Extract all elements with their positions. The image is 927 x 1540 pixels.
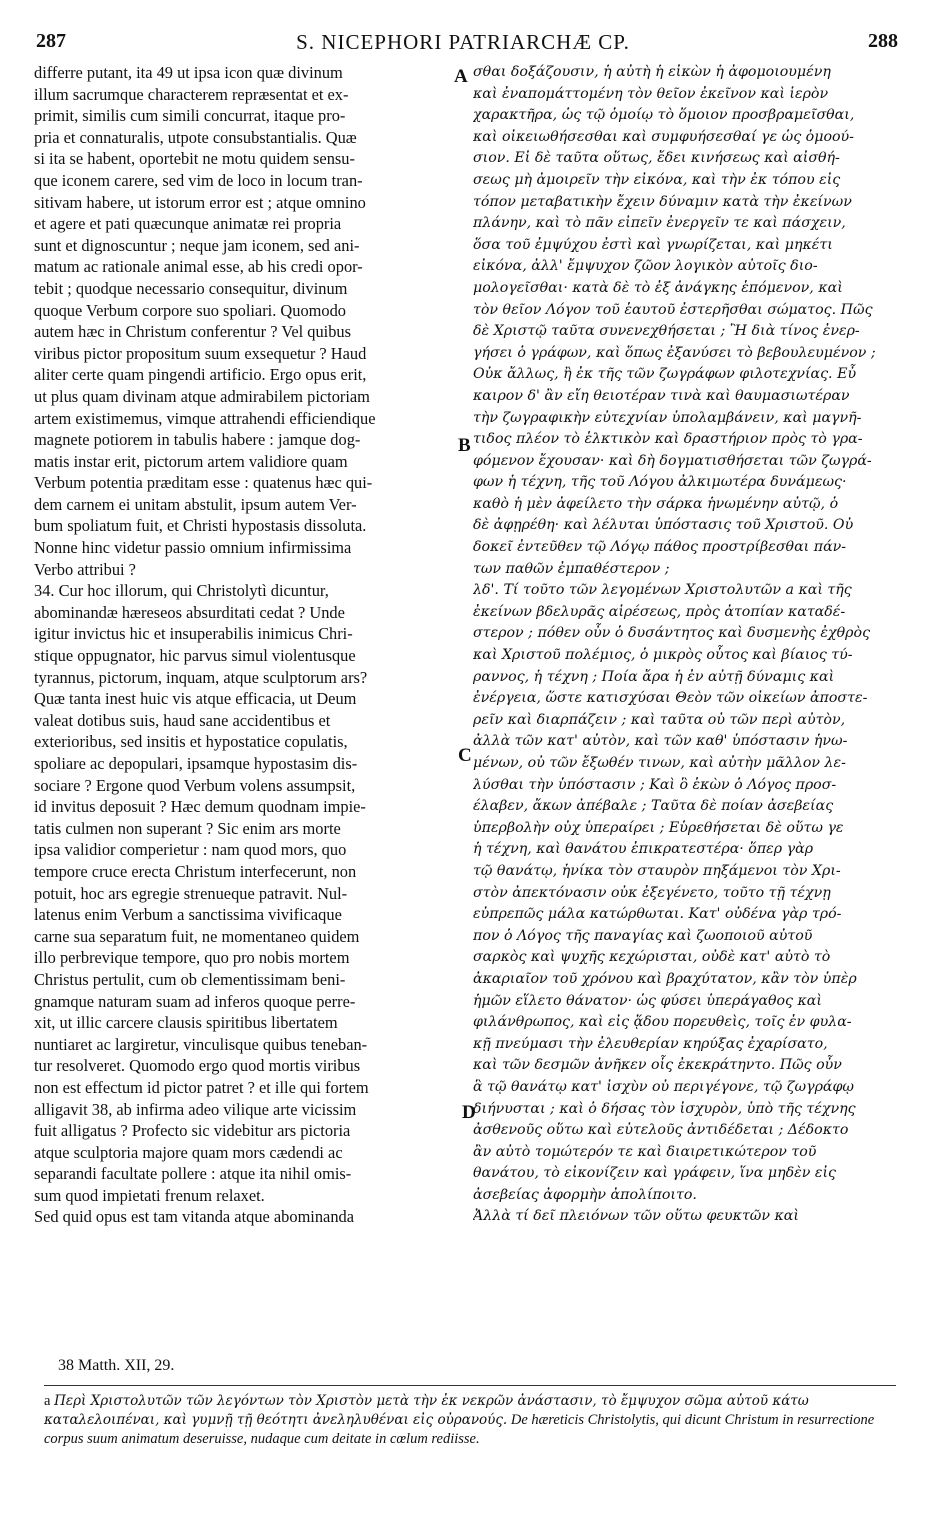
footnote-greek: Περὶ Χριστολυτῶν τῶν λεγόντων τὸν Χριστὸν μετὰ τὴν ἐκ νεκρῶν ἀνάστασιν, τὸ ἔμψυχον σῶμα αὐτοῦ κάτω καταλελοιπέναι, καὶ γυμνῇ τῇ θεότητι ἀνεληλυθέναι εἰς οὐρανούς. xyxy=(44,1393,809,1428)
latin-text-line: ipsa validior comperietur : nam quod mors, quo xyxy=(34,840,347,860)
page-number-right: 288 xyxy=(868,30,898,52)
latin-text-line: primit, similis cum simili concurrat, itaque pro- xyxy=(34,106,346,126)
greek-text-line: των παθῶν ἐμπαθέστερον ; xyxy=(473,560,670,577)
running-title: S. NICEPHORI PATRIARCHÆ CP. xyxy=(296,30,630,54)
latin-text-line: latenus enim Verbum a sanctissima vivificaque xyxy=(34,905,342,925)
latin-text-line: Quæ tanta inest huic vis atque efficacia, ut Deum xyxy=(34,689,357,709)
greek-text-line: καθὸ ἡ μὲν ἀφείλετο τὴν σάρκα ἡνωμένην αὐτῷ, ὁ xyxy=(473,495,839,512)
latin-text-line: artem existimemus, vimque attrahendi efficiendique xyxy=(34,408,376,428)
greek-text-line: ἀκαριαῖον τοῦ χρόνου καὶ βραχύτατον, κἂν τὸν ὑπὲρ xyxy=(473,970,857,987)
latin-text-line: dem carnem ei unitam abstulit, ipsum autem Ver- xyxy=(34,494,357,514)
latin-text-line: separandi facultate pollere : atque ita nihil omis- xyxy=(34,1164,352,1184)
greek-text-line: ραννος, ἡ τέχνη ; Ποία ἄρα ἡ ἐν αὐτῇ δύναμις καὶ xyxy=(473,668,835,685)
latin-text-line: magnete potiorem in tabulis habere : jamque dog- xyxy=(34,430,361,450)
greek-text-line: ἐκείνων βδελυρᾶς αἱρέσεως, πρὸς ἀτοπίαν καταδέ- xyxy=(473,603,846,620)
latin-text-line: Sed quid opus est tam vitanda atque abominanda xyxy=(34,1207,355,1227)
latin-text-line: pria et connaturalis, utpote consubstantialis. Quæ xyxy=(34,127,357,147)
latin-text-line: Christus pertulit, cum ob clementissimam beni- xyxy=(34,969,346,989)
greek-text-line: μολογεῖσθαι· κατὰ δὲ τὸ ἐξ ἀνάγκης ἑπόμενον, καὶ xyxy=(473,279,843,296)
latin-text-line: sum quod impietati frenum relaxet. xyxy=(34,1185,265,1205)
latin-text-line: Nonne hinc videtur passio omnium infirmissima xyxy=(34,538,352,558)
greek-text-line: καιρον δ' ἂν εἴη θειοτέραν τινὰ καὶ θαυμασιωτέραν xyxy=(473,387,850,404)
greek-text-line: πον ὁ Λόγος τῆς παναγίας καὶ ζωοποιοῦ αὐτοῦ xyxy=(473,927,813,944)
latin-text-line: bum spoliatum fuit, et Christi hypostasis dissoluta. xyxy=(34,516,367,536)
greek-text-line: σαρκὸς καὶ ψυχῆς κεχώρισται, οὐδὲ κατ' αὐτὸ τὸ xyxy=(473,949,831,966)
greek-text-line: καὶ τῶν δεσμῶν ἀνῆκεν οἷς ἐκεκράτηντο. Πῶς οὖν xyxy=(473,1057,842,1074)
latin-text-line: igitur invictus hic et insuperabilis inimicus Chri- xyxy=(34,624,353,644)
greek-text-line: κῇ πνεύμασι τὴν ἐλευθερίαν κηρύξας ἐχαρίσατο, xyxy=(473,1035,828,1052)
latin-text-line: fuit alligatus ? Profecto sic videbitur ars pictoria xyxy=(34,1121,351,1141)
greek-text-line: ρεῖν καὶ διαρπάζειν ; καὶ ταῦτα οὐ τῶν περὶ αὐτὸν, xyxy=(473,711,846,728)
greek-text-line: καὶ Χριστοῦ πολέμιος, ὁ μικρὸς οὗτος καὶ βίαιος τύ- xyxy=(473,647,853,664)
greek-text-line: ὑπερβολὴν οὐχ ὑπεραίρει ; Εὑρεθήσεται δὲ οὕτω γε xyxy=(473,819,844,836)
margin-letter-a: A xyxy=(454,66,468,87)
margin-letter-b: B xyxy=(458,435,471,456)
latin-text-line: sitivam habere, ut istorum error est ; atque omnino xyxy=(34,192,366,212)
greek-text-line: φόμενον ἔχουσαν· καὶ δὴ δογματισθήσεται τῶν ζωγρά- xyxy=(473,452,872,469)
greek-text-line: τὴν ζωγραφικὴν εὐτεχνίαν ὑπολαμβάνειν, καὶ μαγνῆ- xyxy=(473,409,862,426)
latin-text-line: 34. Cur hoc illorum, qui Christolytì dicuntur, xyxy=(34,581,329,601)
greek-text-line: λδ'. Τί τοῦτο τῶν λεγομένων Χριστολυτῶν a καὶ τῆς xyxy=(473,582,852,599)
latin-text-line: que iconem carere, sed vim de loco in locum tran- xyxy=(34,170,363,190)
latin-text-line: matum ac rationale animal esse, ab his credi opor- xyxy=(34,257,363,277)
greek-text-line: σεως μὴ ἀμοιρεῖν τὴν εἰκόνα, καὶ τὴν ἐκ τόπου εἰς xyxy=(473,171,841,188)
latin-text-line: tatis culmen non superant ? Sic enim ars morte xyxy=(34,818,341,838)
latin-text-line: tur resolveret. Quomodo ergo quod mortis viribus xyxy=(34,1056,361,1076)
latin-text-line: alligavit 38, ab infirma adeo vilique arte vicissim xyxy=(34,1099,357,1119)
greek-text-line: τὸν θεῖον Λόγον τοῦ ἑαυτοῦ ἐστερῆσθαι σώματος. Πῶς xyxy=(473,301,873,318)
scripture-footnote: 38 Matth. XII, 29. xyxy=(58,1357,175,1374)
latin-text-line: xit, ut illic carcere clausis spiritibus libertatem xyxy=(34,1013,338,1033)
greek-text-line: ἃ τῷ θανάτῳ κατ' ἰσχὺν οὐ περιγέγονε, τῷ ζωγράφῳ xyxy=(473,1078,854,1095)
latin-text-line: illum sacrumque characterem repræsentat et ex- xyxy=(34,84,349,104)
greek-text-line: ἂν αὐτὸ τομώτερόν τε καὶ διαιρετικώτερον τοῦ xyxy=(473,1143,817,1160)
greek-text-line: φων ἡ τέχνη, τῆς τοῦ Λόγου ἀλκιμωτέρα δυνάμεως· xyxy=(473,474,847,491)
latin-text-line: autem hæc in Christum conferentur ? Vel quibus xyxy=(34,322,351,342)
greek-text-line: εὐπρεπῶς μάλα κατώρθωται. Κατ' οὐδένα γὰρ τρό- xyxy=(473,906,842,923)
greek-text-line: τῷ θανάτῳ, ἡνίκα τὸν σταυρὸν πηξάμενοι τὸν Χρι- xyxy=(473,862,841,879)
latin-text-line: matis instar erit, pictorum artem validiore quam xyxy=(34,451,348,471)
latin-text-line: Verbum potentia præditam esse : quatenus hæc qui- xyxy=(34,473,373,493)
latin-text-line: et agere et pati quæcunque animatæ rei propria xyxy=(34,214,342,234)
greek-text-line: σιον. Εἰ δὲ ταῦτα οὕτως, ἔδει κινήσεως καὶ αἰσθή- xyxy=(473,150,840,167)
footnote-rule xyxy=(44,1385,896,1386)
greek-footnote xyxy=(44,1392,896,1449)
greek-text-line: γήσει ὁ γράφων, καὶ ὅπως ἐξανύσει τὸ βεβουλευμένον ; xyxy=(473,344,876,361)
margin-letter-d: D xyxy=(462,1102,476,1123)
greek-text-line: πλάνην, καὶ τὸ πᾶν εἰπεῖν ἐνεργεῖν τε καὶ πάσχειν, xyxy=(473,215,846,232)
latin-text-line: quoque Verbum corpore suo spoliari. Quomodo xyxy=(34,300,346,320)
latin-text-line: tempore cruce erecta Christum interfecerunt, non xyxy=(34,861,357,881)
latin-text-line: nuntiaret ac largiretur, vinculisque quibus teneban- xyxy=(34,1034,368,1054)
latin-text-line: si ita se habent, oportebit ne motu quidem sensu- xyxy=(34,149,355,169)
greek-text-line: Οὐκ ἄλλως, ἢ ἐκ τῆς τῶν ζωγράφων φιλοτεχνίας. Εὖ xyxy=(473,366,857,383)
latin-text-line: gnamque naturam suam ad inferos quoque perre- xyxy=(34,991,356,1011)
latin-text-line: valeat dotibus suis, haud sane accidentibus et xyxy=(34,710,331,730)
greek-text-line: εἰκόνα, ἀλλ' ἔμψυχον ζῶον λογικὸν αὐτοῖς διο- xyxy=(473,258,818,275)
page-number-left: 287 xyxy=(36,30,66,52)
greek-text-line: τόπον μεταβατικὴν ἔχειν δύναμιν κατὰ τὴν ἐκείνων xyxy=(473,193,852,210)
greek-text-line: διήνυσται ; καὶ ὁ δήσας τὸν ἰσχυρὸν, ὑπὸ τῆς τέχνης xyxy=(473,1100,856,1117)
footnote-latin: De hæreticis Christolytis, qui dicunt Christum in resurrectione corpus suum animatum deseruisse, nudaque cum deitate in cœlum rediisse. xyxy=(44,1412,875,1447)
latin-text-line: aliter certe quam pingendi artificio. Ergo opus erit, xyxy=(34,365,367,385)
latin-text-line: potuit, hoc ars egregie strenueque patravit. Nul- xyxy=(34,883,348,903)
greek-text-line: ἐνέργεια, ὥστε κατισχύσαι Θεὸν τῶν οἰκείων ἀποστε- xyxy=(473,690,868,707)
latin-text-line: tebit ; quodque necessario consequitur, divinum xyxy=(34,278,348,298)
latin-text-line: differre putant, ita 49 ut ipsa icon quæ divinum xyxy=(34,63,343,82)
latin-text-line: id invitus deposuit ? Hæc demum quodnam impie- xyxy=(34,797,366,817)
latin-text-line: exterioribus, sed insitis et hypostatice copulatis, xyxy=(34,732,348,752)
greek-text-line: δὲ ἀφῃρέθη· καὶ λέλυται ὑπόστασις τοῦ Χριστοῦ. Οὐ xyxy=(473,517,854,534)
greek-text-line: σθαι δοξάζουσιν, ἡ αὐτὴ ἡ εἰκὼν ἡ ἀφομοιουμένη xyxy=(473,64,831,80)
greek-text-line: στερον ; πόθεν οὖν ὁ δυσάντητος καὶ δυσμενὴς ἐχθρὸς xyxy=(473,625,871,642)
latin-text-line: viribus pictor propositum suum exsequetur ? Haud xyxy=(34,343,367,363)
greek-text-line: τιδος πλέον τὸ ἑλκτικὸν καὶ δραστήριον πρὸς τὸ γρα- xyxy=(473,431,863,448)
greek-text-line: ἀλλὰ τῶν κατ' αὐτὸν, καὶ τῶν καθ' ὑπόστασιν ἡνω- xyxy=(473,733,848,750)
latin-text-line: carne sua separatum fuit, ne momentaneo quidem xyxy=(34,926,360,946)
greek-text-line: λύσθαι τὴν ὑπόστασιν ; Καὶ ὃ ἑκὼν ὁ Λόγος προσ- xyxy=(473,776,837,793)
latin-text-line: ut plus quam divinam atque admirabilem pictoriam xyxy=(34,386,370,406)
running-header xyxy=(28,30,898,56)
margin-letter-c: C xyxy=(458,745,472,766)
greek-text-line: έλαβεν, ἄκων ἀπέβαλε ; Ταῦτα δὲ ποίαν ἀσεβείας xyxy=(473,798,834,815)
greek-column xyxy=(473,62,897,1228)
greek-text-line: ἀσθενοῦς οὕτω καὶ εὐτελοῦς ἀντιδέδεται ; Δέδοκτο xyxy=(473,1122,849,1139)
latin-text-line: atque sculptoria majore quam mors cædendi ac xyxy=(34,1142,343,1162)
greek-text-line: καὶ ἐναπομάττομένη τὸν θεῖον ἐκεῖνον καὶ ἱερὸν xyxy=(473,85,829,102)
greek-text-line: ὅσα τοῦ ἐμψύχου ἐστὶ καὶ γνωρίζεται, καὶ μηκέτι xyxy=(473,236,833,253)
footnote-marker: a xyxy=(44,1393,51,1409)
greek-text-line: στὸν ἀπεκτόνασιν οὐκ ἐξεγένετο, τοῦτο τῇ τέχνῃ xyxy=(473,884,831,901)
latin-text-line: non est effectum id pictor patret ? et ille qui fortem xyxy=(34,1077,369,1097)
greek-text-line: καὶ οἰκειωθήσεσθαι καὶ συμφυήσεσθαί γε ὡς ὁμοού- xyxy=(473,128,854,145)
latin-text-line: tyrannus, pictorum, inquam, atque sculptorum ars? xyxy=(34,667,368,687)
greek-text-line: ἀσεβείας ἀφορμὴν ἀπολίποιτο. xyxy=(473,1186,697,1203)
latin-column xyxy=(34,62,460,1228)
latin-text-line: sunt et dignoscuntur ; neque jam iconem, sed ani- xyxy=(34,235,360,255)
greek-text-line: χαρακτῆρα, ὡς τῷ ὁμοίῳ τὸ ὅμοιον προσβραμεῖσθαι, xyxy=(473,107,855,124)
latin-text-line: illo perbrevique tempore, quo pro nobis mortem xyxy=(34,948,350,968)
greek-text-line: ἡμῶν εἵλετο θάνατον· ὡς φύσει ὑπεράγαθος καὶ xyxy=(473,992,822,1009)
greek-text-line: ἡ τέχνη, καὶ θανάτου ἐπικρατεστέρα· ὅπερ γὰρ xyxy=(473,841,814,858)
greek-text-line: φιλάνθρωπος, καὶ εἰς ᾅδου πορευθεὶς, τοῖς ἐν φυλα- xyxy=(473,1014,852,1031)
latin-text-line: sociare ? Ergone quod Verbum volens assumpsit, xyxy=(34,775,356,795)
latin-text-line: abominandæ hæreseos absurditati cedat ? Unde xyxy=(34,602,345,622)
greek-text-line: δὲ Χριστῷ ταῦτα συνενεχθήσεται ; Ἢ διὰ τίνος ἐνερ- xyxy=(473,323,860,340)
latin-text-line: spoliare ac depopulari, ipsamque hypostasim dis- xyxy=(34,754,358,773)
greek-text-line: Ἀλλὰ τί δεῖ πλειόνων τῶν οὕτω φευκτῶν καὶ xyxy=(473,1208,799,1225)
greek-text-line: μένων, οὐ τῶν ἔξωθέν τινων, καὶ αὐτὴν μᾶλλον λε- xyxy=(473,755,846,771)
latin-text-line: stique oppugnator, hic parvus simul violentusque xyxy=(34,646,356,666)
greek-text-line: δοκεῖ ἐντεῦθεν τῷ Λόγῳ πάθος προστρίβεσθαι πάν- xyxy=(473,539,847,556)
greek-text-line: θανάτου, τὸ εἰκονίζειν καὶ γράφειν, ἵνα μηδὲν εἰς xyxy=(473,1165,836,1182)
latin-text-line: Verbo attribui ? xyxy=(34,559,136,579)
